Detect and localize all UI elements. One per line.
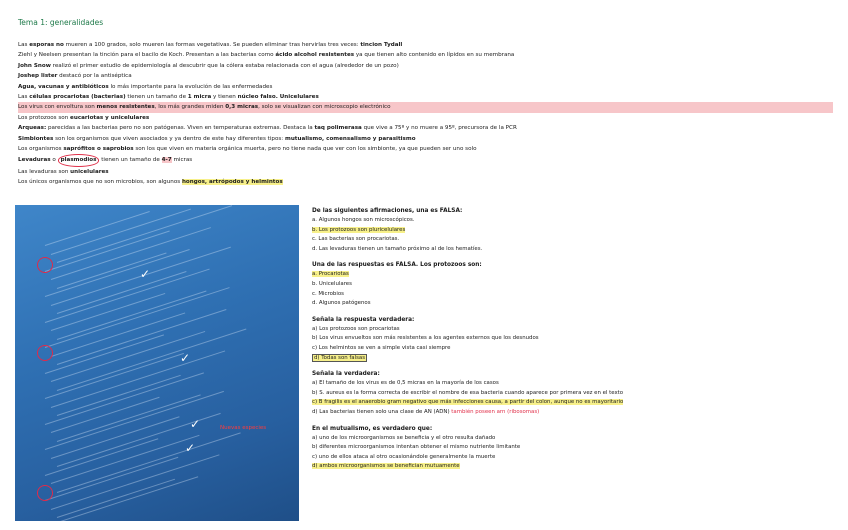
- note-text: 1 micra: [187, 94, 212, 101]
- quiz-option: d) ambos microorganismos se benefician mutuamente: [312, 463, 460, 470]
- note-text: eucariotas y unicelulares: [70, 114, 150, 121]
- quiz-option: a) uno de los microorganismos se beneficia y el otro resulta dañado: [312, 434, 496, 441]
- note-text: micras: [171, 157, 193, 164]
- note-text: , los más grandes miden: [154, 104, 226, 111]
- note-text: John Snow: [18, 62, 51, 69]
- quiz-option: b) Los virus envueltos son más resistentes a los agentes externos que los desnudos: [312, 335, 539, 342]
- note-text: Ziehl y Neelsen presentan la tinción para el bacilo de Koch. Presentan a las bacterias como: [18, 52, 276, 59]
- note-line: [18, 82, 833, 92]
- note-text: Los virus con envoltura son: [18, 104, 97, 111]
- notes-section: [18, 40, 833, 188]
- quiz-option: c. Microbios: [312, 290, 344, 297]
- note-text: destacó por la antiséptica: [57, 73, 132, 80]
- note-text: lo más importante para la evolución de las enfermedades: [108, 83, 273, 90]
- note-text: Agua, vacunas y antibióticos: [18, 83, 109, 90]
- printed-line: [45, 211, 150, 246]
- quiz-option: a) Los protozoos son procariotas: [312, 325, 400, 332]
- note-text: Simbiontes: [18, 135, 54, 142]
- printed-line: [57, 479, 175, 518]
- quiz-option: c. Las bacterias son procariotas.: [312, 236, 400, 243]
- note-text: son los organismos que viven asociados y ya dentro de este hay diferentes tipos:: [53, 135, 285, 142]
- note-text: tienen un tamaño de: [99, 157, 162, 164]
- note-text: y tienen: [211, 94, 238, 101]
- note-text: ácido alcohol resistentes: [275, 52, 355, 59]
- quiz-option: b. Los protozoos son pluricelulares: [312, 226, 406, 233]
- quiz-option: d) Todas son falsas: [314, 354, 366, 361]
- note-line: [18, 92, 833, 102]
- quiz-option: b) diferentes microorganismos intentan obtener el mismo nutriente limitante: [312, 444, 521, 451]
- printed-line: [45, 268, 210, 322]
- note-text: que vive a 75º y no muere a 95º, precursora de la PCR: [361, 125, 517, 132]
- answer-circle-icon: [37, 485, 53, 501]
- note-line: [18, 102, 833, 112]
- answer-circle-icon: [37, 257, 53, 273]
- quiz-option: a. Algunos hongos son microscópicos.: [312, 217, 415, 223]
- note-text: o: [50, 157, 58, 164]
- note-text: 0,3 micras: [225, 104, 259, 111]
- note-text: Las levaduras son: [18, 168, 71, 175]
- note-text: tincion Tydall: [360, 42, 403, 48]
- note-text: células procariotas (bacterias): [29, 94, 126, 101]
- quiz-option: d. Algunos patógenos: [312, 300, 371, 307]
- check-mark-icon: ✓: [185, 441, 196, 455]
- quiz-option: c) Los helmintos se ven a simple vista casi siempre: [312, 344, 451, 351]
- check-mark-icon: ✓: [180, 351, 191, 365]
- exam-photo: [15, 205, 299, 521]
- note-text: Arqueas:: [18, 125, 47, 132]
- quiz-option: a) El tamaño de los virus es de 0,5 micras en la mayoría de los casos: [312, 380, 499, 387]
- note-line: [18, 123, 833, 133]
- quiz-option: d. Las levaduras tienen un tamaño próximo al de los hematíes.: [312, 245, 483, 252]
- note-text: plasmodios: [58, 154, 100, 166]
- note-text: saprófitos o saprobios: [63, 146, 134, 153]
- note-text: Los únicos organismos que no son microbios, son algunos: [18, 179, 182, 186]
- note-text: Los protozoos son: [18, 114, 71, 121]
- note-text: hongos, artrópodos y helmintos: [181, 179, 283, 186]
- note-text: tienen un tamaño de: [125, 94, 188, 101]
- printed-line: [57, 394, 201, 442]
- quiz-option: c) B fragilis es el anaerobio gram negativo que más infecciones causa, a partir del colon, aunque no es mayoritario: [312, 399, 624, 406]
- note-line: [18, 177, 833, 187]
- check-mark-icon: ✓: [140, 267, 151, 281]
- quiz-option: d) Las bacterias tienen solo una clase de AN (ADN) también poseen arn (ribosomas): [312, 408, 540, 415]
- note-text: unicelulares: [70, 168, 109, 175]
- note-line: [18, 61, 833, 71]
- note-text: ya que tienen alto contenido en lípidos en su membrana: [354, 52, 515, 59]
- note-text: Las: [18, 94, 30, 101]
- check-mark-icon: ✓: [190, 417, 201, 431]
- note-line: [18, 144, 833, 154]
- note-text: parecidas a las bacterias pero no son patógenas. Viven en temperaturas extremas. Destaca la: [46, 125, 315, 132]
- note-text: Los organismos: [18, 146, 64, 153]
- printed-line: [51, 454, 220, 510]
- note-line: [18, 154, 833, 166]
- note-text: Joshep lister: [18, 73, 58, 80]
- quiz-section: [312, 206, 832, 472]
- option-annotation: también poseen arn (ribosomas): [449, 408, 540, 415]
- printed-line: [45, 334, 164, 374]
- note-text: son los que viven en materia orgánica muerta, pero no tiene nada que ver con los simbionte, ya que pueden ser uno solo: [133, 146, 477, 153]
- note-line: [18, 113, 833, 123]
- printed-line: [57, 290, 207, 339]
- note-text: taq polimerasa: [314, 125, 362, 132]
- note-text: mueren a 100 grados, solo mueren las formas vegetativas. Se pueden eliminar tras hervirlas tres veces:: [63, 42, 361, 48]
- note-text: realizó el primer estudio de epidemiología al descubrir que la cólera estaba relacionada con el agua (alrededor de un pozo): [50, 62, 399, 69]
- quiz-question: Señala la verdadera:: [312, 371, 380, 378]
- quiz-question: De las siguientes afirmaciones, una es FALSA:: [312, 208, 463, 214]
- answer-circle-icon: [37, 345, 53, 361]
- quiz-option: c) uno de ellos ataca al otro ocasionándole generalmente la muerte: [312, 453, 496, 460]
- quiz-question: Una de las respuestas es FALSA. Los protozoos son:: [312, 262, 482, 269]
- note-text: 4-7: [161, 157, 172, 164]
- note-text: núcleo falso. Unicelulares: [237, 94, 319, 101]
- printed-line: [51, 435, 200, 484]
- note-text: mutualismo, comensalismo y parasitismo: [284, 135, 416, 142]
- note-text: Las: [18, 42, 30, 48]
- note-line: [18, 167, 833, 177]
- note-text: , solo se visualizan con microscopio electrónico: [258, 104, 391, 111]
- quiz-option: b) S. aureus es la forma correcta de escribir el nombre de esa bacteria cuando aparece por primera vez en el texto: [312, 389, 624, 396]
- note-line: [18, 71, 833, 81]
- note-text: Levaduras: [18, 157, 51, 164]
- note-text: menos resistentes: [96, 104, 155, 111]
- page-title: Tema 1: generalidades: [18, 18, 104, 27]
- quiz-option: b. Unicelulares: [312, 280, 352, 287]
- photo-annotation: Nuevas especies: [220, 425, 267, 431]
- printed-line: [45, 372, 204, 425]
- printed-line: [57, 309, 227, 365]
- quiz-question: En el mutualismo, es verdadero que:: [312, 425, 433, 432]
- quiz-question: Señala la respuesta verdadera:: [312, 316, 415, 323]
- note-line: [18, 134, 833, 144]
- note-line: [18, 40, 833, 50]
- quiz-option: a. Procariotas: [312, 271, 349, 278]
- note-text: esporas no: [29, 42, 64, 48]
- note-line: [18, 50, 833, 60]
